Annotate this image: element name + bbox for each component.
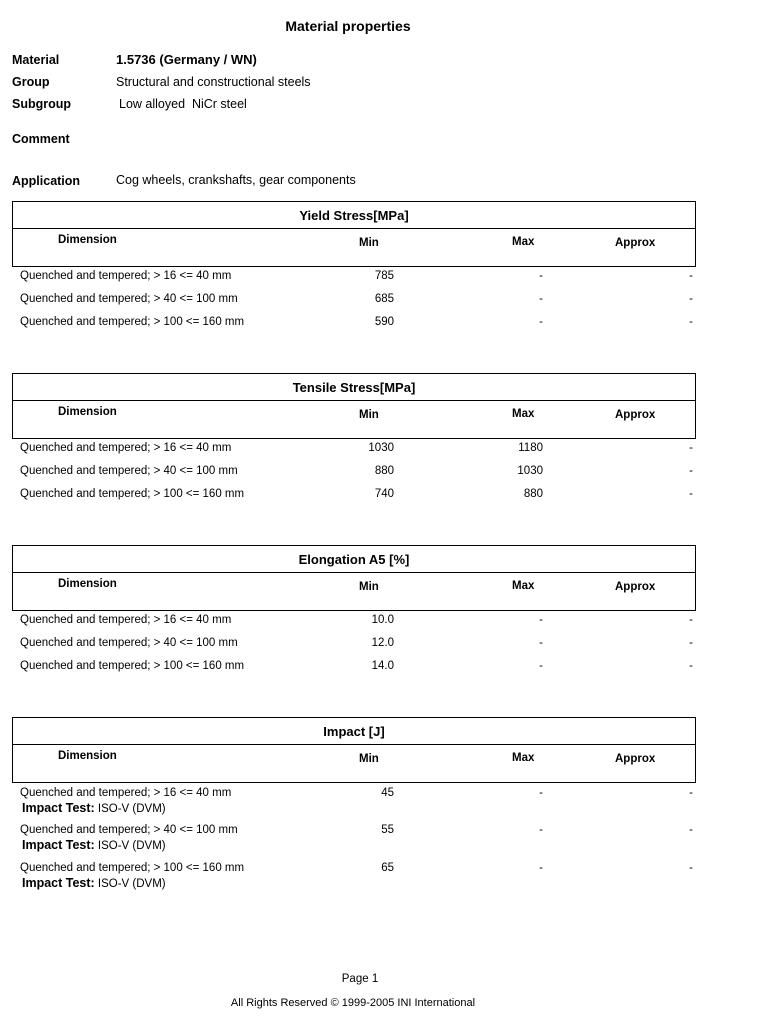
row-min: 55 (381, 824, 394, 836)
row-min: 740 (374, 488, 394, 500)
impact-test-line (22, 801, 166, 815)
table-row (20, 637, 693, 655)
dimension-column-header: Dimension (58, 234, 117, 246)
approx-column-header: Approx (615, 409, 656, 421)
impact-title: Impact [J] (13, 718, 695, 745)
approx-column-header: Approx (615, 237, 656, 249)
row-min: 65 (381, 862, 394, 874)
table-row (20, 442, 693, 460)
impact-table-header (12, 717, 696, 783)
row-dimension: Quenched and tempered; > 16 <= 40 mm (20, 787, 232, 799)
row-approx: - (689, 442, 693, 454)
page-title: Material properties (285, 18, 411, 34)
max-column-header: Max (512, 580, 535, 592)
row-dimension: Quenched and tempered; > 16 <= 40 mm (20, 270, 232, 282)
row-max: - (539, 660, 543, 672)
tensile-stress-title: Tensile Stress[MPa] (13, 374, 695, 401)
dimension-column-header: Dimension (58, 578, 117, 590)
table-row (20, 488, 693, 506)
table-row (20, 270, 693, 288)
row-approx: - (689, 614, 693, 626)
row-max: - (539, 293, 543, 305)
approx-column-header: Approx (615, 581, 656, 593)
row-dimension: Quenched and tempered; > 16 <= 40 mm (20, 442, 232, 454)
row-min: 1030 (368, 442, 394, 454)
row-max: 1180 (518, 442, 543, 454)
row-min: 12.0 (371, 637, 394, 649)
max-column-header: Max (512, 236, 535, 248)
subgroup-label: Subgroup (12, 97, 72, 111)
row-dimension: Quenched and tempered; > 40 <= 100 mm (20, 293, 238, 305)
elongation-title: Elongation A5 [%] (13, 546, 695, 573)
impact-test-value: ISO-V (DVM) (97, 878, 166, 890)
page-number: Page 1 (341, 973, 379, 985)
row-dimension: Quenched and tempered; > 100 <= 160 mm (20, 316, 245, 328)
impact-test-value: ISO-V (DVM) (97, 840, 166, 852)
max-column-header: Max (512, 752, 535, 764)
material-value: 1.5736 (Germany / WN) (116, 52, 257, 67)
row-dimension: Quenched and tempered; > 40 <= 100 mm (20, 824, 238, 836)
row-dimension: Quenched and tempered; > 40 <= 100 mm (20, 637, 238, 649)
impact-test-value: ISO-V (DVM) (97, 803, 166, 815)
row-max: 880 (523, 488, 543, 500)
row-min: 14.0 (371, 660, 394, 672)
dimension-column-header: Dimension (58, 406, 117, 418)
min-column-header: Min (359, 237, 379, 249)
row-max: - (539, 787, 543, 799)
impact-test-line (22, 876, 166, 890)
row-approx: - (689, 637, 693, 649)
material-label: Material (12, 53, 60, 67)
comment-label: Comment (12, 132, 70, 146)
row-max: - (539, 824, 543, 836)
row-min: 45 (381, 787, 394, 799)
row-min: 10.0 (371, 614, 394, 626)
min-column-header: Min (359, 753, 379, 765)
row-min: 685 (374, 293, 394, 305)
impact-test-label: Impact Test: (22, 801, 95, 815)
elongation-table-header (12, 545, 696, 611)
application-value: Cog wheels, crankshafts, gear components (116, 173, 356, 187)
row-max: - (539, 614, 543, 626)
table-row (20, 614, 693, 632)
row-dimension: Quenched and tempered; > 16 <= 40 mm (20, 614, 232, 626)
table-row (20, 465, 693, 483)
table-row (20, 316, 693, 334)
yield-stress-title: Yield Stress[MPa] (13, 202, 695, 229)
row-max: 1030 (517, 465, 543, 477)
row-approx: - (689, 660, 693, 672)
impact-test-label: Impact Test: (22, 838, 95, 852)
row-approx: - (689, 465, 693, 477)
row-dimension: Quenched and tempered; > 40 <= 100 mm (20, 465, 238, 477)
row-approx: - (689, 488, 693, 500)
row-max: - (539, 316, 543, 328)
row-max: - (539, 862, 543, 874)
row-max: - (539, 270, 543, 282)
row-min: 880 (374, 465, 394, 477)
application-label: Application (12, 174, 81, 188)
yield-stress-table-header (12, 201, 696, 267)
row-approx: - (689, 824, 693, 836)
row-min: 590 (374, 316, 394, 328)
dimension-column-header: Dimension (58, 750, 117, 762)
row-approx: - (689, 787, 693, 799)
group-value: Structural and constructional steels (116, 75, 311, 89)
min-column-header: Min (359, 409, 379, 421)
row-approx: - (689, 862, 693, 874)
subgroup-value: Low alloyed NiCr steel (119, 97, 247, 111)
row-max: - (539, 637, 543, 649)
approx-column-header: Approx (615, 753, 656, 765)
max-column-header: Max (512, 408, 535, 420)
row-approx: - (689, 270, 693, 282)
row-dimension: Quenched and tempered; > 100 <= 160 mm (20, 488, 245, 500)
row-approx: - (689, 293, 693, 305)
table-row (20, 660, 693, 678)
impact-test-label: Impact Test: (22, 876, 95, 890)
table-row (20, 293, 693, 311)
row-dimension: Quenched and tempered; > 100 <= 160 mm (20, 660, 245, 672)
group-label: Group (12, 75, 50, 89)
min-column-header: Min (359, 581, 379, 593)
copyright-notice: All Rights Reserved © 1999-2005 INI International (230, 997, 476, 1009)
row-min: 785 (374, 270, 394, 282)
row-dimension: Quenched and tempered; > 100 <= 160 mm (20, 862, 245, 874)
row-approx: - (689, 316, 693, 328)
impact-test-line (22, 838, 166, 852)
tensile-stress-table-header (12, 373, 696, 439)
